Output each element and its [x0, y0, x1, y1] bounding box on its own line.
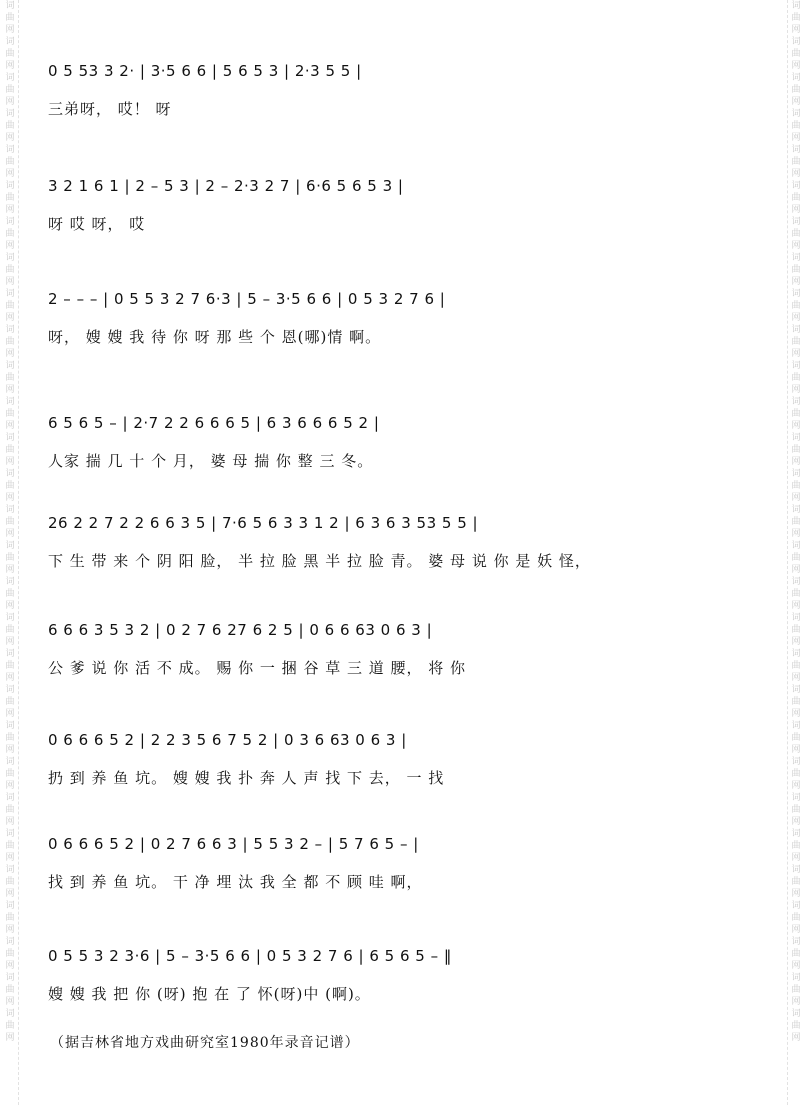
notation-line: 6 6 6 3 5 3 2 | 0 2 7 6 27 6 2 5 | 0 6 6 63 0 6 3 |	[48, 621, 433, 639]
source-footnote: （据吉林省地方戏曲研究室1980年录音记谱）	[50, 1035, 360, 1051]
lyrics-line: 扔 到 养 鱼 坑。 嫂 嫂 我 扑 奔 人 声 找 下 去， 一 找	[48, 769, 445, 787]
lyrics-line: 下 生 带 来 个 阴 阳 脸， 半 拉 脸 黑 半 拉 脸 青。 婆 母 说 你 是 妖 怪，	[48, 552, 591, 570]
lyrics-line: 找 到 养 鱼 坑。 干 净 埋 汰 我 全 都 不 顾 哇 啊，	[48, 873, 423, 891]
notation-line: 2 – – – | 0 5 5 3 2 7 6·3 | 5 – 3·5 6 6 | 0 5 3 2 7 6 |	[48, 290, 446, 308]
notation-line: 0 6 6 6 5 2 | 2 2 3 5 6 7 5 2 | 0 3 6 63 0 6 3 |	[48, 731, 407, 749]
lyrics-line: 呀， 嫂 嫂 我 待 你 呀 那 些 个 恩(哪)情 啊。	[48, 328, 382, 346]
notation-line: 3 2 1 6 1 | 2 – 5 3 | 2 – 2·3 2 7 | 6·6 5 6 5 3 |	[48, 177, 404, 195]
notation-line: 6 5 6 5 – | 2·7 2 2 6 6 6 5 | 6 3 6 6 6 5 2 |	[48, 414, 380, 432]
lyrics-line: 三弟呀， 哎！ 呀	[48, 100, 172, 118]
notation-line: 26 2 2 7 2 2 6 6 3 5 | 7·6 5 6 3 3 1 2 | 6 3 6 3 53 5 5 |	[48, 514, 479, 532]
watermark-right: 词曲网词曲网词曲网词曲网词曲网词曲网词曲网词曲网词曲网词曲网词曲网词曲网词曲网词曲网词曲网词曲网词曲网词曲网词曲网词曲网词曲网词曲网词曲网词曲网词曲网词曲网词曲网词曲网词曲网	[787, 0, 804, 1105]
notation-line: 0 6 6 6 5 2 | 0 2 7 6 6 3 | 5 5 3 2 – | 5 7 6 5 – |	[48, 835, 419, 853]
lyrics-line: 人家 揣 几 十 个 月， 婆 母 揣 你 整 三 冬。	[48, 452, 374, 470]
watermark-left: 词曲网词曲网词曲网词曲网词曲网词曲网词曲网词曲网词曲网词曲网词曲网词曲网词曲网词曲网词曲网词曲网词曲网词曲网词曲网词曲网词曲网词曲网词曲网词曲网词曲网词曲网词曲网词曲网词曲网	[2, 0, 19, 1105]
lyrics-line: 公 爹 说 你 活 不 成。 赐 你 一 捆 谷 草 三 道 腰， 将 你	[48, 659, 467, 677]
notation-line: 0 5 53 3 2· | 3·5 6 6 | 5 6 5 3 | 2·3 5 5 |	[48, 62, 362, 80]
lyrics-line: 嫂 嫂 我 把 你 (呀) 抱 在 了 怀(呀)中 (啊)。	[48, 985, 371, 1003]
lyrics-line: 呀 哎 呀， 哎	[48, 215, 146, 233]
notation-line: 0 5 5 3 2 3·6 | 5 – 3·5 6 6 | 0 5 3 2 7 6 | 6 5 6 5 – ‖	[48, 947, 452, 965]
